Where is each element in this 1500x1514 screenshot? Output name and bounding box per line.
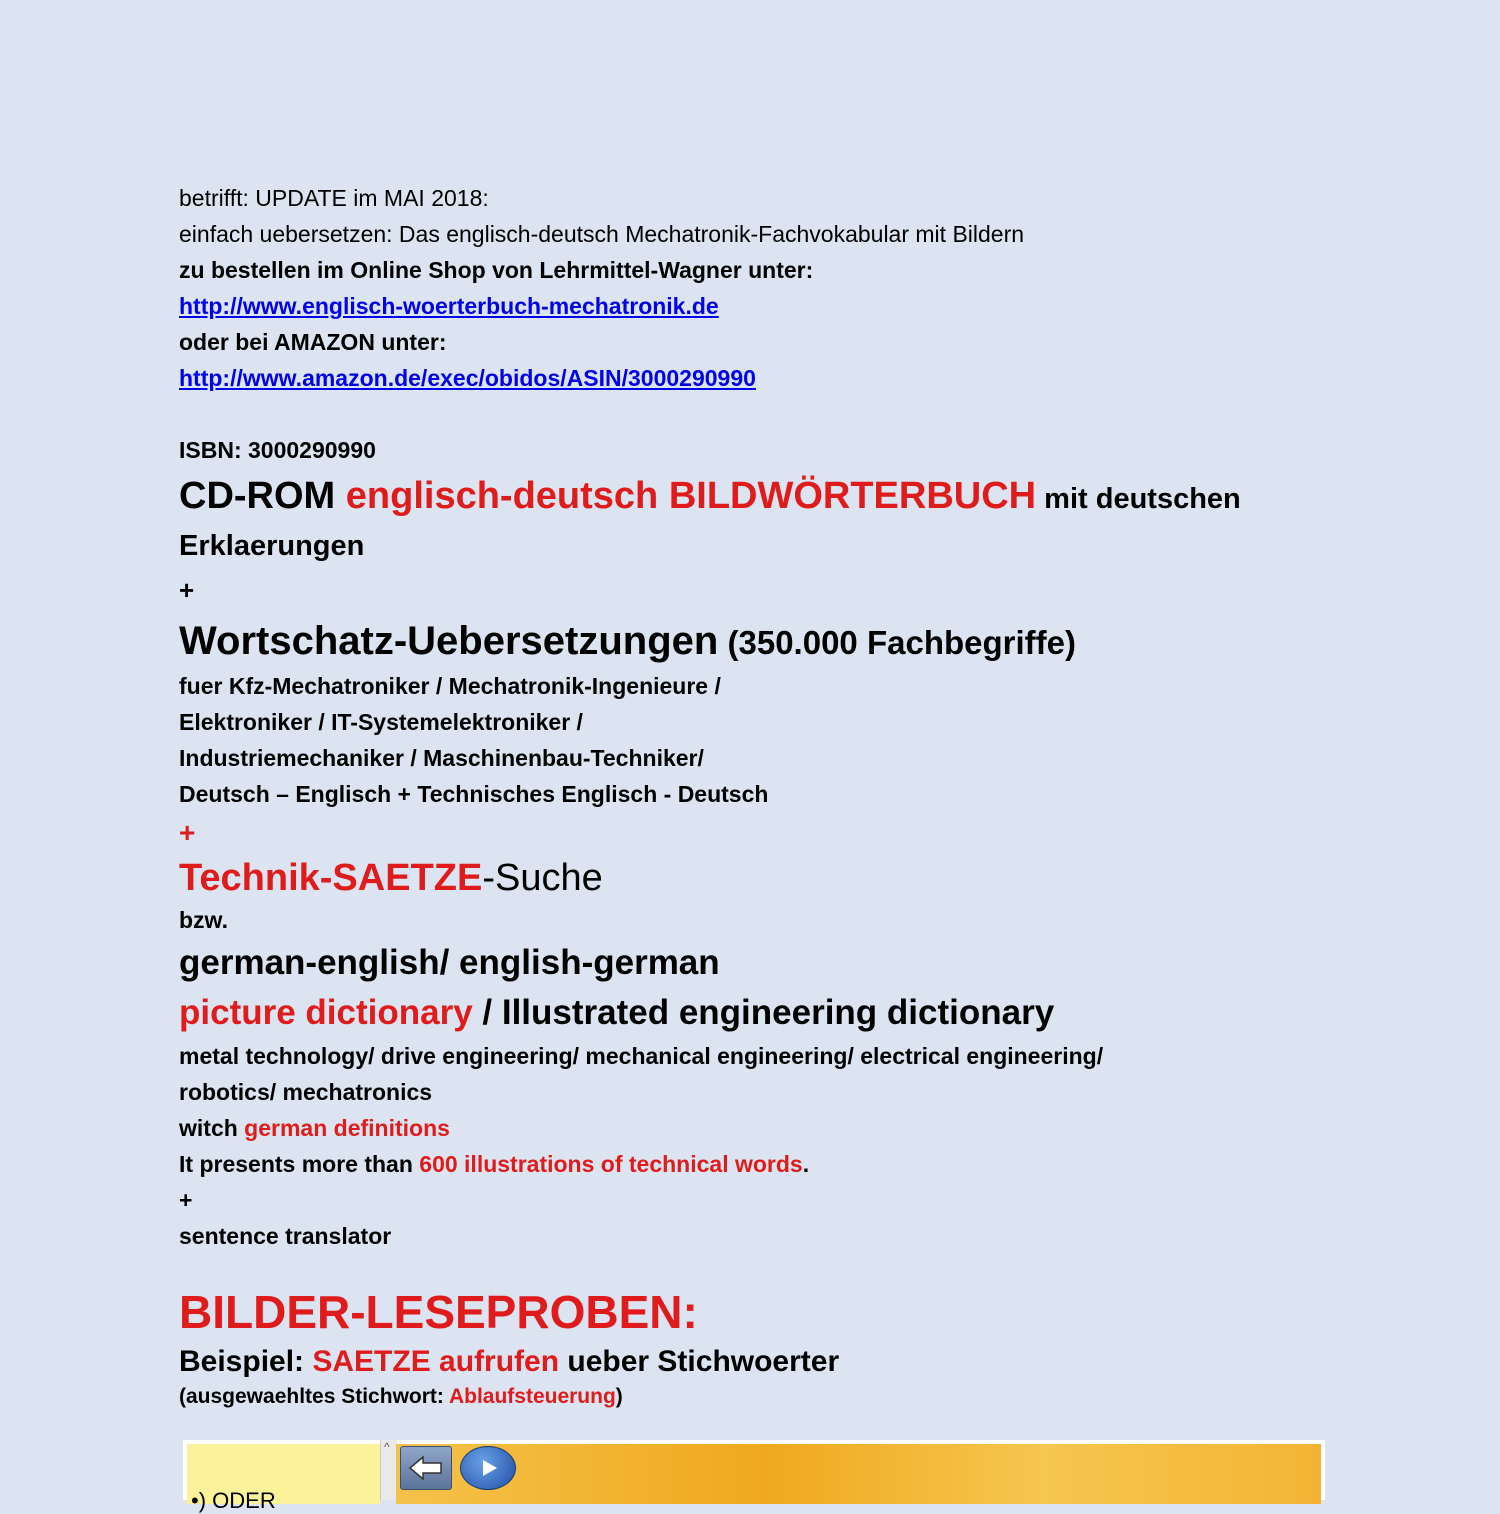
plus-2: +: [179, 817, 196, 848]
cdrom-suffix: mit deutschen: [1036, 483, 1241, 515]
picture-dictionary-label: picture dictionary: [179, 993, 473, 1032]
update-line: betrifft: UPDATE im MAI 2018:: [179, 185, 489, 211]
english-title: german-english/ english-german: [179, 943, 720, 982]
definitions-label: german definitions: [244, 1115, 450, 1141]
saetze-aufrufen: SAETZE aufrufen: [312, 1345, 560, 1378]
target-line-1: fuer Kfz-Mechatroniker / Mechatronik-Ingenieure /: [179, 673, 721, 699]
wortschatz-title: [179, 616, 1379, 668]
picture-dictionary-line: [179, 988, 1379, 1038]
word-list-panel: [187, 1444, 380, 1513]
stichwort-line: [179, 1382, 1379, 1412]
technik-title: [179, 854, 1379, 902]
back-button[interactable]: [400, 1446, 452, 1490]
wortschatz-count: (350.000 Fachbegriffe): [718, 624, 1076, 661]
word-list-item: •) ODER: [191, 1488, 276, 1513]
stichwort-close: ): [615, 1385, 623, 1408]
intro-line: einfach uebersetzen: Das englisch-deutsch Mechatronik-Fachvokabular mit Bildern: [179, 221, 1025, 247]
presents-line: [179, 1146, 1379, 1182]
shop-link[interactable]: http://www.englisch-woerterbuch-mechatronik.de: [179, 293, 719, 319]
target-line-3: Industriemechaniker / Maschinenbau-Techniker/: [179, 745, 704, 771]
leseproben-heading: BILDER-LESEPROBEN:: [179, 1286, 698, 1338]
cdrom-title: [179, 471, 1379, 524]
definitions-line: [179, 1110, 1379, 1146]
presents-period: .: [802, 1151, 810, 1177]
isbn: ISBN: 3000290990: [179, 437, 376, 463]
bzw: bzw.: [179, 907, 228, 933]
illustrations-count: 600 illustrations of technical words: [419, 1151, 803, 1177]
technik-suffix: -Suche: [482, 857, 603, 899]
wortschatz-label: Wortschatz-Uebersetzungen: [179, 619, 719, 663]
document-body: [179, 180, 1379, 1412]
topics-line-2: robotics/ mechatronics: [179, 1079, 433, 1105]
illustrated-label: / Illustrated engineering dictionary: [472, 993, 1055, 1032]
cdrom-dictionary-label: englisch-deutsch BILDWÖRTERBUCH: [345, 475, 1037, 517]
stichwort-label: (ausgewaehltes Stichwort:: [179, 1385, 449, 1408]
presents-prefix: It presents more than: [179, 1151, 420, 1177]
cdrom-label: CD-ROM: [179, 475, 346, 517]
technik-label: Technik-SAETZE: [179, 857, 483, 899]
play-button[interactable]: [460, 1446, 516, 1490]
stichwort-value: Ablaufsteuerung: [448, 1385, 616, 1408]
amazon-link[interactable]: http://www.amazon.de/exec/obidos/ASIN/3000290990: [179, 365, 756, 391]
app-screenshot: [183, 1440, 1325, 1513]
witch-label: witch: [179, 1115, 245, 1141]
topics-line-1: metal technology/ drive engineering/ mechanical engineering/ electrical engineering/: [179, 1043, 1104, 1069]
shop-line: zu bestellen im Online Shop von Lehrmittel-Wagner unter:: [179, 257, 814, 283]
target-line-4: Deutsch – Englisch + Technisches Englisch - Deutsch: [179, 781, 769, 807]
arrow-left-icon: [401, 1447, 451, 1489]
plus-3: +: [179, 1187, 193, 1213]
sentence-translator: sentence translator: [179, 1223, 392, 1249]
scrollbar[interactable]: [380, 1440, 397, 1500]
beispiel-line: [179, 1342, 1379, 1382]
cdrom-line2: Erklaerungen: [179, 530, 365, 562]
scroll-up-icon[interactable]: ^: [384, 1440, 390, 1454]
plus-1: +: [179, 575, 195, 605]
amazon-line: oder bei AMAZON unter:: [179, 329, 447, 355]
beispiel-suffix: ueber Stichwoerter: [559, 1345, 840, 1378]
target-line-2: Elektroniker / IT-Systemelektroniker /: [179, 709, 583, 735]
play-icon: [461, 1447, 515, 1489]
content-panel: [396, 1444, 1321, 1504]
beispiel-label: Beispiel:: [179, 1345, 313, 1378]
